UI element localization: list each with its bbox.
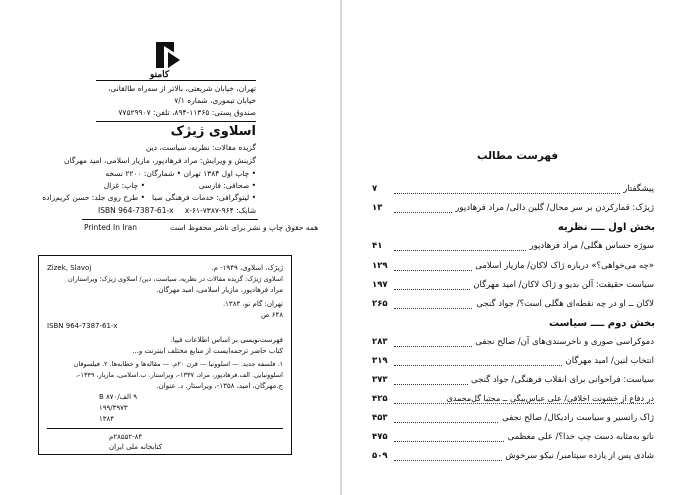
catalog-author-latin: Zizek, Slavoj bbox=[47, 264, 92, 272]
binding-info: • صحافی: فارسی bbox=[198, 181, 256, 190]
catalog-box bbox=[38, 255, 292, 455]
toc-page bbox=[342, 0, 685, 495]
edition-info: • چاپ اول ۱۳۸۴ تهران • شمارگان: ۲۲۰۰ نسخه bbox=[105, 169, 256, 178]
divider bbox=[96, 121, 256, 122]
toc-entry-page: ۴۷۵ bbox=[372, 432, 391, 442]
toc-entry bbox=[372, 280, 654, 294]
catalog-line: مراد فرهادپور، مازیار اسلامی، امید مهرگان. bbox=[156, 286, 283, 294]
toc-entry bbox=[372, 451, 654, 465]
editors: گزینش و ویرایش: مراد فرهادپور، مازیار اسلامی، امید مهرگان bbox=[63, 156, 256, 165]
toc-entry-page: ۳۷۳ bbox=[372, 375, 391, 385]
toc-entry-title: انتخاب لنین/ امید مهرگان bbox=[562, 356, 654, 366]
book-title: اسلاوی ژیژک bbox=[170, 124, 256, 139]
toc-entry bbox=[372, 356, 654, 370]
lithography-info: • لیتوگرافی: خدمات فرهنگی صبا bbox=[152, 193, 256, 202]
catalog-divider bbox=[47, 428, 283, 429]
catalog-library: کتابخانه ملی ایران bbox=[109, 443, 163, 451]
toc-entry-page: ۴۲۵ bbox=[372, 394, 391, 404]
divider bbox=[82, 219, 258, 220]
printed-in: Printed In Iran bbox=[84, 223, 138, 232]
catalog-library-no: ۲۸۵۵۲-۸۴م bbox=[109, 433, 143, 441]
catalog-year: ۱۳۸۴ bbox=[99, 415, 115, 423]
catalog-dewey: ۱۹۹/۴۹۷۳ bbox=[99, 404, 128, 412]
toc-entry-page: ۴۵۳ bbox=[372, 413, 391, 423]
toc-entry-page: ۱۹۷ bbox=[372, 280, 391, 290]
toc-title: فهرست مطالب bbox=[477, 150, 559, 162]
shabak: شابک: ۹۶۴-۷۳۸۷-۶۱-x bbox=[184, 206, 256, 215]
toc-entry bbox=[372, 413, 654, 427]
catalog-line: اسلاوی ژیژک: گزیده مقالات در نظریه، سیاست، دین/ اسلاوی ژیژک؛ ویراستاران bbox=[68, 275, 283, 283]
address-line-3: صندوق پستی: ۱۱۳۶۵-۸۹۴، تلفن: ۷۷۵۲۹۹۰۷ bbox=[118, 108, 256, 117]
address-line-1: تهران، خیابان شریعتی، بالاتر از سه‌راه طالقانی، bbox=[107, 84, 256, 93]
copyright-page bbox=[0, 0, 340, 495]
toc-entry-page: ۲۶۵ bbox=[372, 299, 391, 309]
isbn: ISBN 964-7387-61-x bbox=[98, 206, 174, 215]
subtitle: گزیده مقالات: نظریه، سیاست، دین bbox=[145, 143, 256, 152]
toc-entry bbox=[372, 203, 654, 217]
toc-entry bbox=[372, 432, 654, 446]
toc-entry-title: ناتو به‌مثابه دست چپ خدا؟/ علی معظمی bbox=[505, 432, 654, 442]
toc-entry-page: ۵۰۹ bbox=[372, 451, 391, 461]
toc-entry-title: «چه می‌خواهی؟» درباره ژاک لاکان/ مازیار اسلامی bbox=[472, 261, 654, 271]
catalog-line: اسلوونیایی. الف.فرهادپور، مراد، ۱۳۳۷-، ویراستار. ب.اسلامی، مازیار، ۱۳۴۹-، bbox=[76, 371, 283, 379]
catalog-classification: ۹ الف/۸۷۰ B bbox=[99, 393, 138, 401]
catalog-line: ج.مهرگان، امید، ۱۳۵۸-، ویراستار. د. عنوان. bbox=[156, 382, 283, 390]
catalog-line: کتاب حاضر ترجمه‌ایست از منابع مختلف اینترنت و... bbox=[132, 347, 283, 355]
toc-entry-title: سیاست: فراخوانی برای انقلاب فرهنگی/ جواد گنجی bbox=[468, 375, 654, 385]
toc-entry-title: شادی پس از یازده سپتامبر/ نیکو سرخوش bbox=[502, 451, 654, 461]
toc-entry-page: ۱۲۹ bbox=[372, 261, 391, 271]
catalog-line: ۱. فلسفه جدید. — اسلوونیا — قرن ۲۰م. — مقاله‌ها و خطابه‌ها. ۲. فیلسوفان bbox=[73, 360, 283, 368]
divider bbox=[96, 80, 256, 81]
catalog-line: فهرست‌نویسی بر اساس اطلاعات فیپا. bbox=[170, 336, 283, 344]
toc-entry-title: سوژه حساس هگلی/ مراد فرهادپور bbox=[527, 241, 654, 251]
toc-entry-page: ۲۸۳ bbox=[372, 337, 391, 347]
toc-entry-page: ۳۱۹ bbox=[372, 356, 391, 366]
cover-design-info: • طرح روی جلد: حسن کریم‌زاده bbox=[42, 193, 145, 202]
section-heading: بخش دوم ــــ سیاست bbox=[549, 318, 655, 329]
toc-entry-page: ۴۱ bbox=[372, 241, 385, 251]
toc-entry-title: دموکراسی صوری و ناخرسندی‌های آن/ صالح نجفی bbox=[472, 337, 654, 347]
catalog-line: ۶۴۸ ص bbox=[261, 311, 283, 319]
print-info: • چاپ: غزال bbox=[103, 181, 145, 190]
toc-entry-page: ۱۳ bbox=[372, 203, 385, 213]
toc-entry bbox=[372, 261, 654, 275]
catalog-line: ژیژک، اسلاوی، ۱۹۴۹- م. bbox=[211, 264, 283, 272]
toc-entry-page: ۷ bbox=[372, 184, 380, 194]
catalog-isbn: ISBN 964-7387-61-x bbox=[47, 322, 118, 330]
toc-entry-title: در دفاع از خشونت اخلاقی/ علی عباس‌بیگی ــ مجتبا گل‌محمدی bbox=[444, 394, 654, 403]
address-line-2: خیابان تیموری، شماره ۷/۱ bbox=[174, 96, 256, 105]
toc-entry bbox=[372, 241, 654, 255]
section-heading: بخش اول ــــ نظریه bbox=[557, 222, 655, 233]
toc-entry-title: سیاست حقیقت: آلن بدیو و ژاک لاکان/ امید مهرگان bbox=[470, 280, 654, 290]
rights-notice: همه حقوق چاپ و نشر برای ناشر محفوظ است bbox=[170, 223, 319, 232]
toc-entry-title: پیشگفتار bbox=[620, 184, 654, 194]
toc-entry bbox=[372, 375, 654, 389]
toc-entry-title: ژیژک: قمارکردن بر سر محال/ گلین دالی/ مراد فرهادپور bbox=[452, 203, 654, 213]
toc-entry bbox=[372, 337, 654, 351]
toc-entry bbox=[372, 299, 654, 313]
catalog-line: تهران: گام نو، ۱۳۸۴. bbox=[222, 300, 283, 308]
logo-text: کامنو bbox=[150, 70, 170, 80]
toc-entry bbox=[372, 184, 654, 198]
toc-entry-title: ژاک رانسیر و سیاست رادیکال/ صالح نجفی bbox=[499, 413, 654, 423]
toc-entry-title: لاکان ــ او در چه نقطه‌ای هگلی است؟/ جواد گنجی bbox=[473, 299, 654, 309]
toc-entry bbox=[372, 394, 654, 408]
